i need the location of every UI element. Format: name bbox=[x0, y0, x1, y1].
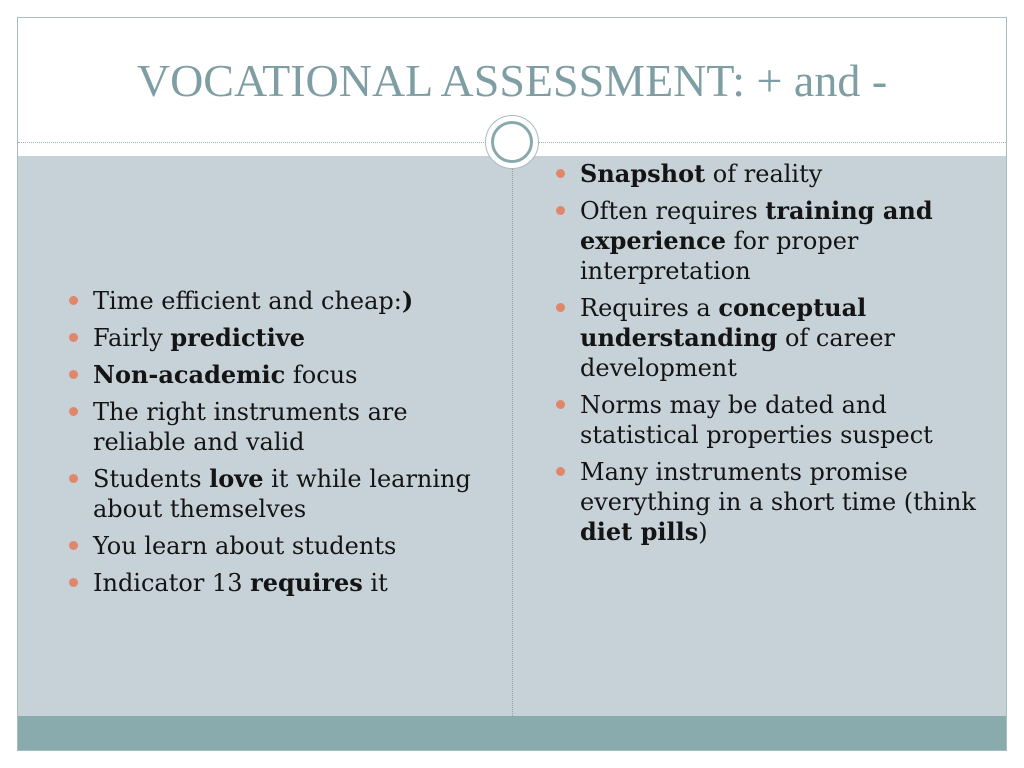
bullet-icon bbox=[69, 578, 78, 587]
column-divider bbox=[512, 156, 513, 716]
list-item: Many instruments promise everything in a short time (think diet pills) bbox=[552, 457, 992, 547]
list-item: Students love it while learning about themselves bbox=[65, 464, 505, 524]
slide bbox=[17, 17, 1007, 751]
bullet-icon bbox=[69, 370, 78, 379]
pros-list bbox=[65, 286, 505, 605]
bullet-icon bbox=[556, 467, 565, 476]
bullet-icon bbox=[69, 541, 78, 550]
bullet-icon bbox=[556, 400, 565, 409]
list-item: You learn about students bbox=[65, 531, 505, 561]
divider-circle-icon bbox=[485, 115, 539, 169]
circle-ring bbox=[491, 121, 533, 163]
list-item: Indicator 13 requires it bbox=[65, 568, 505, 598]
list-item: Requires a conceptual understanding of career development bbox=[552, 293, 992, 383]
content-area bbox=[18, 156, 1006, 716]
bullet-icon bbox=[69, 407, 78, 416]
list-item: The right instruments are reliable and valid bbox=[65, 397, 505, 457]
footer-bar bbox=[18, 716, 1006, 750]
list-item: Time efficient and cheap:) bbox=[65, 286, 505, 316]
list-item: Often requires training and experience for proper interpretation bbox=[552, 196, 992, 286]
list-item: Snapshot of reality bbox=[552, 159, 992, 189]
bullet-icon bbox=[69, 296, 78, 305]
bullet-icon bbox=[69, 474, 78, 483]
list-item: Non-academic focus bbox=[65, 360, 505, 390]
cons-list bbox=[552, 159, 992, 554]
bullet-icon bbox=[69, 333, 78, 342]
bullet-icon bbox=[556, 206, 565, 215]
list-item: Fairly predictive bbox=[65, 323, 505, 353]
bullet-icon bbox=[556, 169, 565, 178]
bullet-icon bbox=[556, 303, 565, 312]
slide-title: VOCATIONAL ASSESSMENT: + and - bbox=[136, 55, 888, 106]
list-item: Norms may be dated and statistical properties suspect bbox=[552, 390, 992, 450]
